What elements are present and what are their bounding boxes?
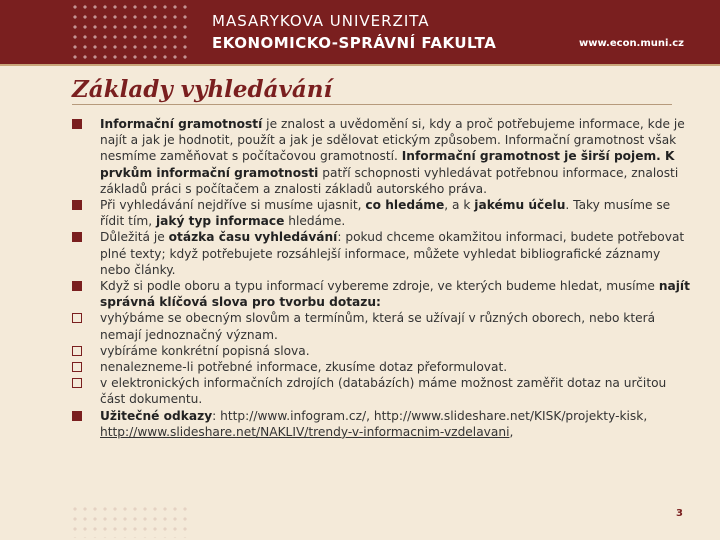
reference-link[interactable]: http://www.slideshare.net/NAKLIV/trendy-v-informacnim-vzdelavani xyxy=(100,424,510,439)
bold-text: co hledáme xyxy=(365,198,445,213)
body-text: , a k xyxy=(444,198,475,213)
bullet-item xyxy=(72,310,692,342)
bullet-item xyxy=(72,343,692,359)
hollow-square-bullet-icon xyxy=(72,346,82,356)
header-banner xyxy=(0,0,720,64)
filled-square-bullet-icon xyxy=(72,411,82,421)
body-text: , xyxy=(509,424,514,439)
bullet-item xyxy=(72,229,692,278)
bold-text: Informační gramotnost je širší pojem. K prvkům informační gramotnosti xyxy=(100,149,675,180)
bullet-item xyxy=(72,359,692,375)
filled-square-bullet-icon xyxy=(72,232,82,242)
bold-text: najít správná klíčová slova pro tvorbu dotazu: xyxy=(100,279,690,310)
hollow-square-bullet-icon xyxy=(72,378,82,388)
university-logo-dots-icon xyxy=(70,2,188,62)
body-text: . Taky musíme se řídit tím, xyxy=(100,198,671,229)
hollow-square-bullet-icon xyxy=(72,313,82,323)
bullet-item xyxy=(72,116,692,197)
hollow-square-bullet-icon xyxy=(72,362,82,372)
body-text: hledáme. xyxy=(284,214,346,229)
bold-text: jakému účelu xyxy=(474,198,566,213)
faculty-url[interactable]: www.econ.muni.cz xyxy=(578,38,684,49)
body-text: Důležitá je xyxy=(100,230,169,245)
slide-title: Základy vyhledávání xyxy=(72,76,333,103)
body-text: Při vyhledávání nejdříve si musíme ujasnit, xyxy=(100,198,366,213)
bullet-item xyxy=(72,278,692,310)
bold-text: otázka času vyhledávání xyxy=(168,230,338,245)
body-text: nenalezneme-li potřebné informace, zkusíme dotaz přeformulovat. xyxy=(100,360,508,375)
body-text: patří schopnosti vyhledávat potřebnou informace, znalosti základů práci s počítačem a znalosti základů autorského práva. xyxy=(100,165,679,196)
filled-square-bullet-icon xyxy=(72,200,82,210)
faculty-name: EKONOMICKO-SPRÁVNÍ FAKULTA xyxy=(212,34,497,52)
body-text: : pokud chceme okamžitou informaci, budete potřebovat plné texty; když potřebujete rozsáhlejší informace, můžete vyhledat bibliografické záznamy nebo články. xyxy=(100,230,685,277)
filled-square-bullet-icon xyxy=(72,119,82,129)
filled-square-bullet-icon xyxy=(72,281,82,291)
bold-text: jaký typ informace xyxy=(155,214,285,229)
bullet-item xyxy=(72,408,692,440)
body-text: vybíráme konkrétní popisná slova. xyxy=(100,343,310,358)
bold-text: Informační gramotností xyxy=(100,117,263,131)
bullet-list xyxy=(72,116,692,440)
body-text: vyhýbáme se obecným slovům a termínům, která se užívají v různých oborech, nebo která nemají jednoznačný význam. xyxy=(100,311,656,342)
body-text: Když si podle oboru a typu informací vybereme zdroje, ve kterých budeme hledat, musíme xyxy=(100,279,659,294)
body-text: v elektronických informačních zdrojích (databázích) máme možnost zaměřit dotaz na určitou část dokumentu. xyxy=(100,376,667,407)
body-text: je znalost a uvědomění si, kdy a proč potřebujeme informace, kde je najít a jak je hodnotit, použít a jak je sdělovat etickým způsobem. Informační gramotnost však nesmíme zaměňovat s počítačovou gramotností. xyxy=(100,117,685,164)
footer-dots-decoration xyxy=(70,504,188,538)
body-text: : http://www.infogram.cz/, http://www.slideshare.net/KISK/projekty-kisk, xyxy=(212,408,648,423)
bullet-item xyxy=(72,197,692,229)
bullet-item xyxy=(72,375,692,407)
bold-text: Užitečné odkazy xyxy=(100,408,213,423)
page-number: 3 xyxy=(676,508,683,519)
title-divider xyxy=(72,104,672,105)
university-name: MASARYKOVA UNIVERZITA xyxy=(212,12,430,30)
header-divider xyxy=(0,64,720,66)
